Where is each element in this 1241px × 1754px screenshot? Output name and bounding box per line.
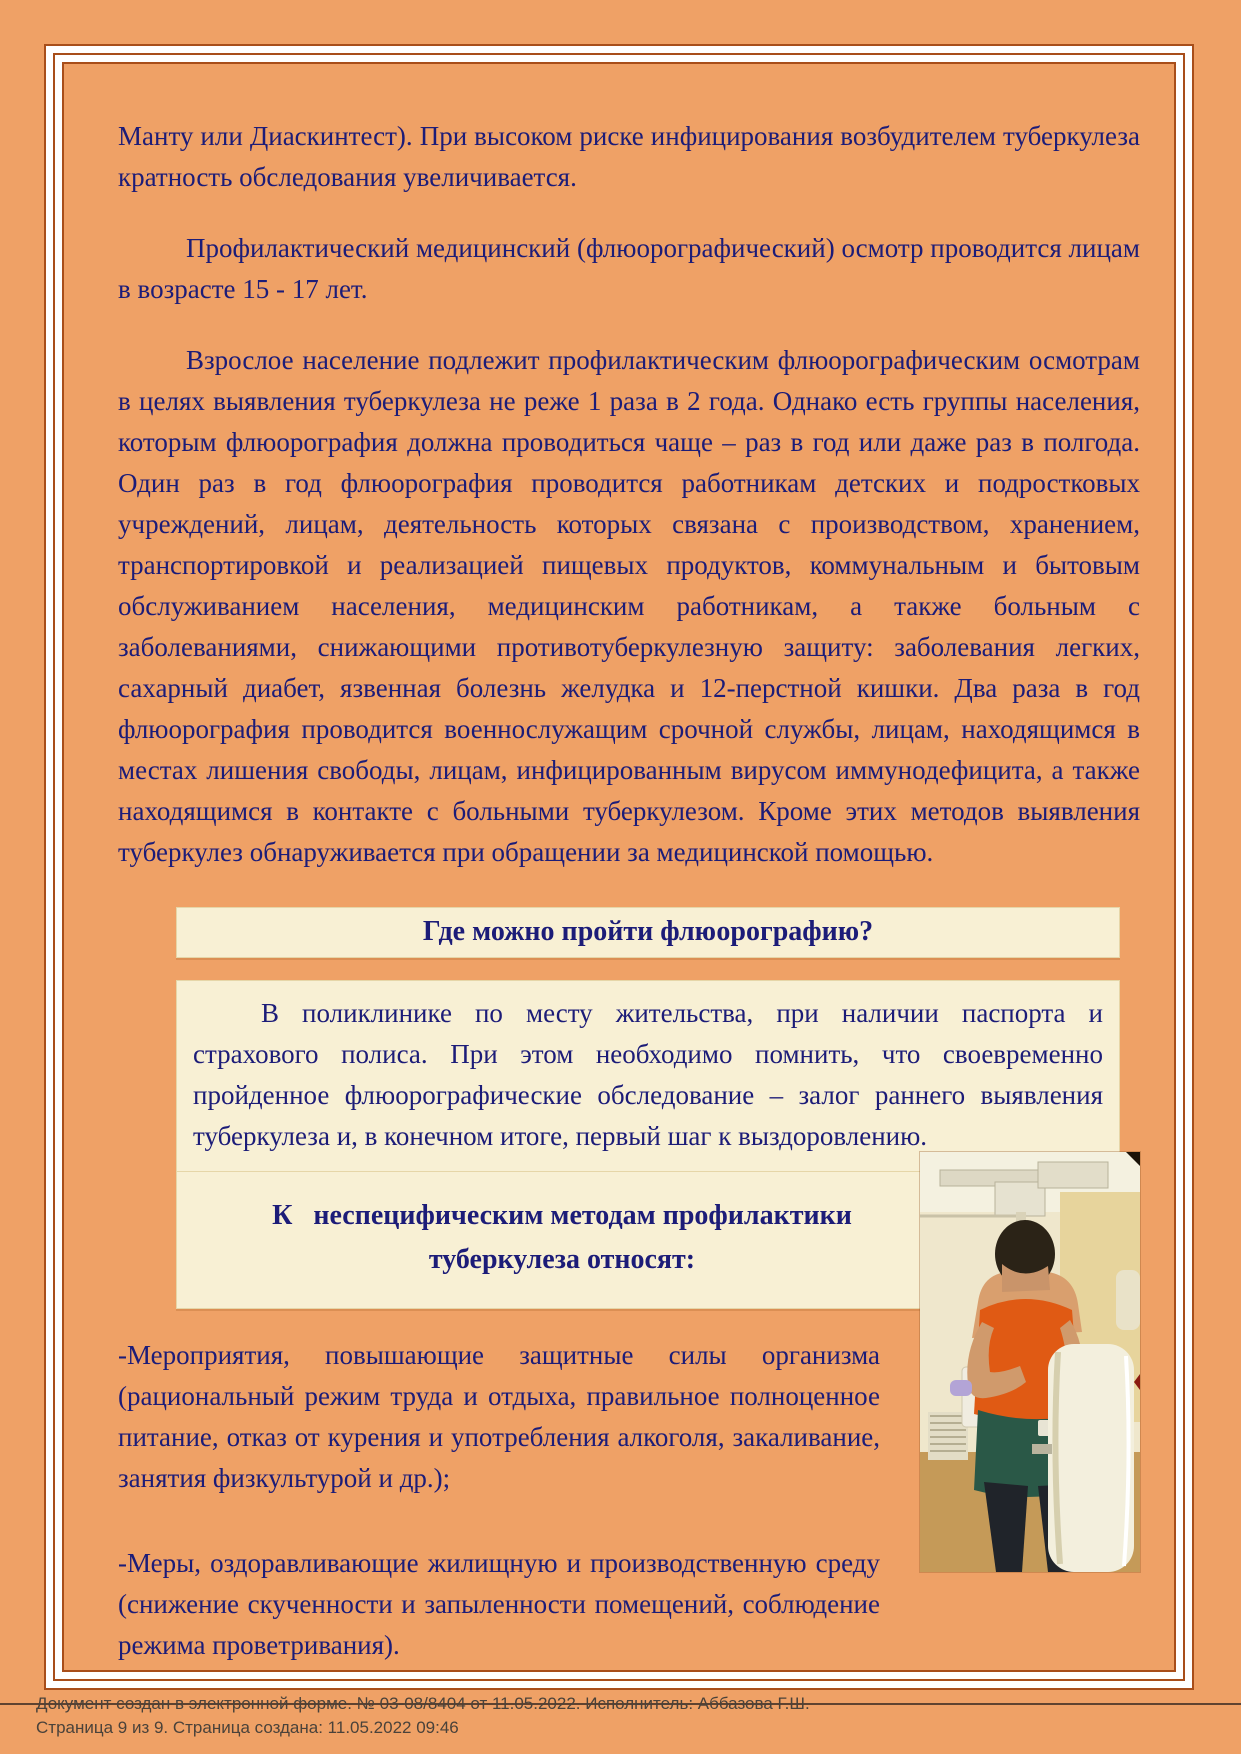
page-content <box>62 62 1176 1672</box>
footer-line-2: Страница 9 из 9. Страница создана: 11.05.2022 09:46 <box>36 1718 459 1737</box>
held-item <box>950 1380 972 1396</box>
vent-box-2 <box>1038 1162 1108 1188</box>
machine-column <box>1116 1270 1140 1330</box>
question-banner: Где можно пройти флюорографию? <box>176 907 1120 958</box>
page-frame <box>44 44 1194 1690</box>
methods-header <box>176 1172 948 1309</box>
fluorography-photo <box>920 1152 1140 1572</box>
body-paragraph-1: Манту или Диаскинтест). При высоком риске инфицирования возбудителем туберкулеза кратность обследования увеличивается. <box>118 121 1140 192</box>
answer-box <box>176 980 1120 1172</box>
answer-text: В поликлинике по месту жительства, при наличии паспорта и страхового полиса. При этом необходимо помнить, что своевременно пройденное флюорографические обследование – залог раннего выявления туберкулеза и, в конечном итоге, первый шаг к выздоровлению. <box>193 998 1103 1151</box>
page-frame-inner <box>53 53 1185 1681</box>
methods-header-line2: туберкулеза относят: <box>428 1244 696 1275</box>
methods-header-line1: К неспецифическим методам профилактики <box>272 1200 852 1231</box>
body-paragraph-3: Взрослое население подлежит профилактическим флюорографическим осмотрам в целях выявления туберкулеза не реже 1 раза в 2 года. Однако есть группы населения, которым флюорография должна проводиться чаще – раз в год или даже раз в полгода. Один раз в год флюорография проводится работникам детских и подростковых учреждений, лицам, деятельность которых связана с производством, хранением, транспортировкой и реализацией пищевых продуктов, коммунальным и бытовым обслуживанием населения, медицинским работникам, а также больным с заболеваниями, снижающими противотуберкулезную защиту: заболевания легких, сахарный диабет, язвенная болезнь желудка и 12-перстной кишки. Два раза в год флюорография проводится военнослужащим срочной службы, лицам, находящимся в местах лишения свободы, лицам, инфицированным вирусом иммунодефицита, а также находящимся в контакте с больными туберкулезом. Кроме этих методов выявления туберкулез обнаруживается при обращении за медицинской помощью. <box>118 345 1140 867</box>
list-item-2: -Меры, оздоравливающие жилищную и производственную среду (снижение скученности и запыленности помещений, соблюдение режима проветривания). <box>118 1548 880 1660</box>
list-item-1: -Мероприятия, повышающие защитные силы организма (рациональный режим труда и отдыха, правильное полноценное питание, отказ от курения и употребления алкоголя, закаливание, занятия физкультурой и др.); <box>118 1340 880 1493</box>
document-footer <box>36 1692 1206 1740</box>
machine-handle <box>1032 1444 1052 1454</box>
frame-bottom-line <box>44 1688 1194 1689</box>
footer-line-1: Документ создан в электронной форме. № 03-08/8404 от 11.05.2022. Исполнитель: Аббазова Г.Ш. <box>36 1694 810 1713</box>
body-paragraph-2: Профилактический медицинский (флюорографический) осмотр проводится лицам в возрасте 15 - 17 лет. <box>118 233 1140 304</box>
